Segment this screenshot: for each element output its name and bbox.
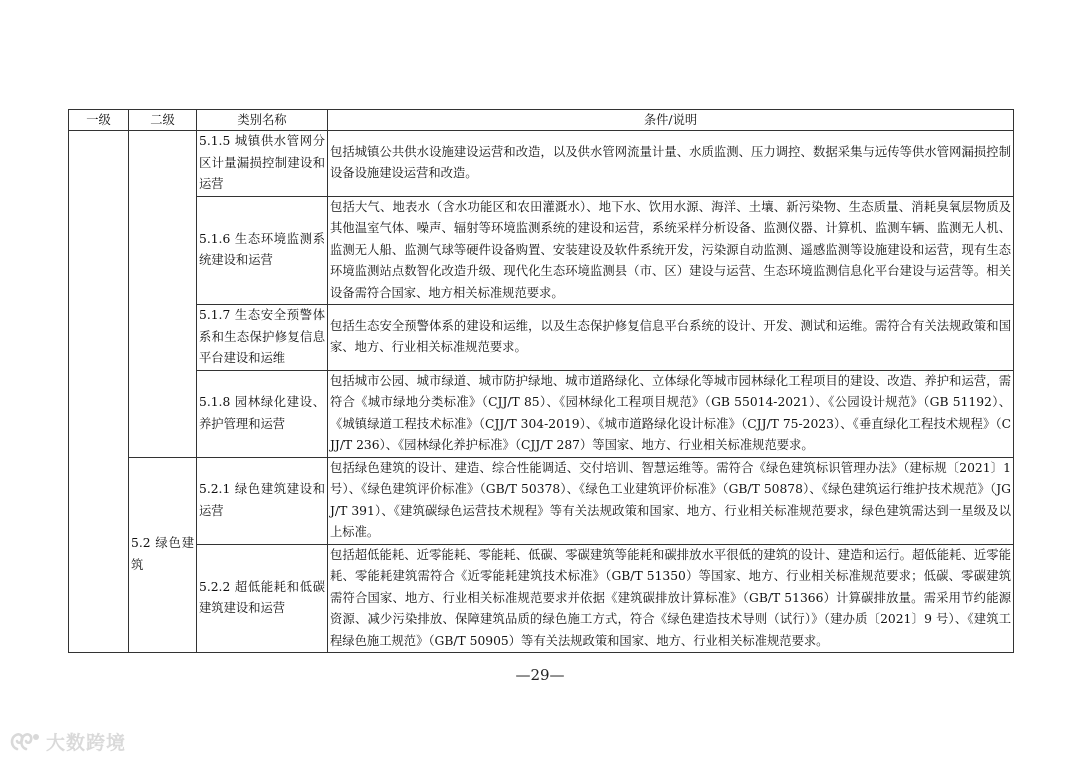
standards-table bbox=[68, 109, 1014, 653]
description-cell: 包括大气、地表水（含水功能区和农田灌溉水）、地下水、饮用水源、海洋、土壤、新污染物、生态质量、消耗臭氧层物质及其他温室气体、噪声、辐射等环境监测系统的建设和运营，系统采样分析设备、监测仪器、计算机、监测车辆、监测无人机、监测无人船、监测气球等硬件设备购置、安装建设及软件系统开发，污染源自动监测、遥感监测等设施建设和运营，现有生态环境监测站点数智化改造升级、现代化生态环境监测县（市、区）建设与运营、生态环境监测信息化平台建设与运营等。相关设备需符合国家、地方相关标准规范要求。 bbox=[328, 196, 1014, 305]
watermark-text: 大数跨境 bbox=[46, 732, 127, 754]
level1-cell bbox=[69, 131, 129, 653]
table-header-row bbox=[69, 110, 1014, 131]
description-cell: 包括生态安全预警体系的建设和运维，以及生态保护修复信息平台系统的设计、开发、测试和运维。需符合有关法规政策和国家、地方、行业相关标准规范要求。 bbox=[328, 305, 1014, 371]
category-name-cell: 5.2.2 超低能耗和低碳建筑建设和运营 bbox=[197, 544, 328, 653]
header-level1: 一级 bbox=[69, 110, 129, 131]
table-row bbox=[69, 131, 1014, 197]
page-number: —29— bbox=[515, 666, 565, 684]
header-level2: 二级 bbox=[129, 110, 197, 131]
description-cell: 包括超低能耗、近零能耗、零能耗、低碳、零碳建筑等能耗和碳排放水平很低的建筑的设计、建造和运行。超低能耗、近零能耗、零能耗建筑需符合《近零能耗建筑技术标准》（GB/T 51350）等国家、地方、行业相关标准规范要求；低碳、零碳建筑需符合国家、地方、行业相关标准规范要求并依据《建筑碳排放计算标准》（GB/T 51366）计算碳排放量。需采用节约能源资源、减少污染排放、保障建筑品质的绿色施工方式，符合《绿色建造技术导则（试行）》（建办质〔2021〕9 号）、《建筑工程绿色施工规范》（GB/T 50905）等有关法规政策和国家、地方、行业相关标准规范要求。 bbox=[328, 544, 1014, 653]
table-row bbox=[69, 457, 1014, 544]
level2-cell-green-building: 5.2 绿色建筑 bbox=[129, 457, 197, 653]
category-name-cell: 5.1.8 园林绿化建设、养护管理和运营 bbox=[197, 370, 328, 457]
watermark bbox=[8, 728, 126, 755]
table-row bbox=[69, 544, 1014, 653]
category-name-cell: 5.1.5 城镇供水管网分区计量漏损控制建设和运营 bbox=[197, 131, 328, 197]
description-cell: 包括城市公园、城市绿道、城市防护绿地、城市道路绿化、立体绿化等城市园林绿化工程项目的建设、改造、养护和运营，需符合《城市绿地分类标准》（CJJ/T 85）、《园林绿化工程项目规范》（GB 55014-2021）、《公园设计规范》（GB 51192）、《城镇绿道工程技术标准》（CJJ/T 304-2019）、《城市道路绿化设计标准》（CJJ/T 75-2023）、《垂直绿化工程技术规程》（CJJ/T 236）、《园林绿化养护标准》（CJJ/T 287）等国家、地方、行业相关标准规范要求。 bbox=[328, 370, 1014, 457]
logo-icon bbox=[8, 729, 42, 755]
header-conditions: 条件/说明 bbox=[328, 110, 1014, 131]
description-cell: 包括城镇公共供水设施建设运营和改造，以及供水管网流量计量、水质监测、压力调控、数据采集与远传等供水管网漏损控制设备设施建设运营和改造。 bbox=[328, 131, 1014, 197]
description-cell: 包括绿色建筑的设计、建造、综合性能调适、交付培训、智慧运维等。需符合《绿色建筑标识管理办法》（建标规〔2021〕1 号）、《绿色建筑评价标准》（GB/T 50378）、《绿色工业建筑评价标准》（GB/T 50878）、《绿色建筑运行维护技术规范》（JGJ/T 391）、《建筑碳绿色运营技术规程》等有关法规政策和国家、地方、行业相关标准规范要求，绿色建筑需达到一星级及以上标准。 bbox=[328, 457, 1014, 544]
table-row bbox=[69, 305, 1014, 371]
category-name-cell: 5.1.7 生态安全预警体系和生态保护修复信息平台建设和运维 bbox=[197, 305, 328, 371]
category-name-cell: 5.2.1 绿色建筑建设和运营 bbox=[197, 457, 328, 544]
header-category-name: 类别名称 bbox=[197, 110, 328, 131]
category-name-cell: 5.1.6 生态环境监测系统建设和运营 bbox=[197, 196, 328, 305]
table-row bbox=[69, 370, 1014, 457]
level2-cell bbox=[129, 131, 197, 458]
table-row bbox=[69, 196, 1014, 305]
